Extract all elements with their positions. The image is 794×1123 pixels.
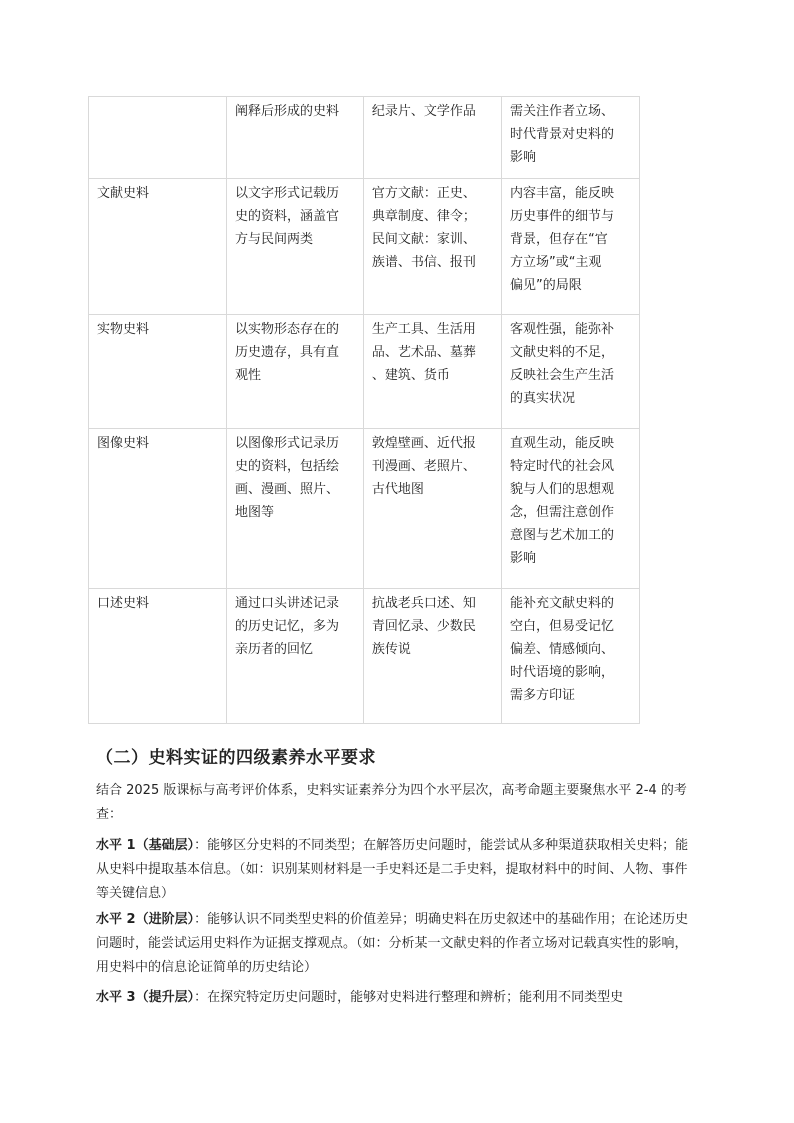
table-cell-definition: 通过口头讲述记录 的历史记忆，多为 亲历者的回忆 bbox=[227, 589, 364, 724]
table-cell-definition: 以图像形式记录历 史的资料，包括绘 画、漫画、照片、 地图等 bbox=[227, 429, 364, 589]
table-row bbox=[89, 589, 640, 724]
table-cell-type: 实物史料 bbox=[89, 315, 227, 429]
source-types-table bbox=[88, 96, 640, 724]
table-cell-type: 图像史料 bbox=[89, 429, 227, 589]
table-cell-type: 文献史料 bbox=[89, 179, 227, 315]
intro-paragraph: 结合 2025 版课标与高考评价体系，史料实证素养分为四个水平层次，高考命题主要聚焦水平 2-4 的考查： bbox=[96, 783, 687, 822]
table-cell-features: 需关注作者立场、 时代背景对史料的 影响 bbox=[501, 97, 639, 179]
table-cell-definition: 以实物形态存在的 历史遗存，具有直 观性 bbox=[227, 315, 364, 429]
table-cell-definition: 阐释后形成的史料 bbox=[227, 97, 364, 179]
level-1-label: 水平 1（基础层） bbox=[96, 838, 195, 853]
table-cell-type: 口述史料 bbox=[89, 589, 227, 724]
table-row bbox=[89, 315, 640, 429]
level-2-paragraph bbox=[96, 908, 700, 980]
table-cell-examples: 生产工具、生活用 品、艺术品、墓葬 、建筑、货币 bbox=[363, 315, 501, 429]
level-1-text: ：能够区分史料的不同类型；在解答历史问题时，能尝试从多种渠道获取相关史料；能从史料中提取基本信息。（如：识别某则材料是一手史料还是二手史料，提取材料中的时间、人物、事件等关键信息） bbox=[96, 838, 689, 901]
level-2-label: 水平 2（进阶层） bbox=[96, 912, 195, 927]
table-cell-features: 内容丰富，能反映 历史事件的细节与 背景，但存在“官 方立场”或“主观 偏见”的局限 bbox=[501, 179, 639, 315]
table-cell-features: 客观性强，能弥补 文献史料的不足， 反映社会生产生活 的真实状况 bbox=[501, 315, 639, 429]
table-cell-definition: 以文字形式记载历 史的资料，涵盖官 方与民间两类 bbox=[227, 179, 364, 315]
section-heading: （二）史料实证的四级素养水平要求 bbox=[96, 748, 376, 768]
table-cell-features: 能补充文献史料的 空白，但易受记忆 偏差、情感倾向、 时代语境的影响， 需多方印证 bbox=[501, 589, 639, 724]
table-cell-examples: 纪录片、文学作品 bbox=[363, 97, 501, 179]
table-cell-examples: 官方文献：正史、 典章制度、律令； 民间文献：家训、 族谱、书信、报刊 bbox=[363, 179, 501, 315]
level-3-label: 水平 3（提升层） bbox=[96, 990, 195, 1005]
table-row bbox=[89, 97, 640, 179]
table-cell-examples: 抗战老兵口述、知 青回忆录、少数民 族传说 bbox=[363, 589, 501, 724]
table-cell-features: 直观生动，能反映 特定时代的社会风 貌与人们的思想观 念，但需注意创作 意图与艺术加工的 影响 bbox=[501, 429, 639, 589]
table-row bbox=[89, 429, 640, 589]
level-3-paragraph bbox=[96, 986, 700, 1010]
table-cell-examples: 敦煌壁画、近代报 刊漫画、老照片、 古代地图 bbox=[363, 429, 501, 589]
table-row bbox=[89, 179, 640, 315]
level-1-paragraph bbox=[96, 834, 700, 906]
table-cell-type bbox=[89, 97, 227, 179]
level-3-text: ：在探究特定历史问题时，能够对史料进行整理和辨析；能利用不同类型史 bbox=[194, 990, 624, 1005]
level-2-text: ：能够认识不同类型史料的价值差异；明确史料在历史叙述中的基础作用；在论述历史问题时，能尝试运用史料作为证据支撑观点。（如：分析某一文献史料的作者立场对记载真实性的影响，用史料中的信息论证简单的历史结论） bbox=[96, 912, 689, 975]
